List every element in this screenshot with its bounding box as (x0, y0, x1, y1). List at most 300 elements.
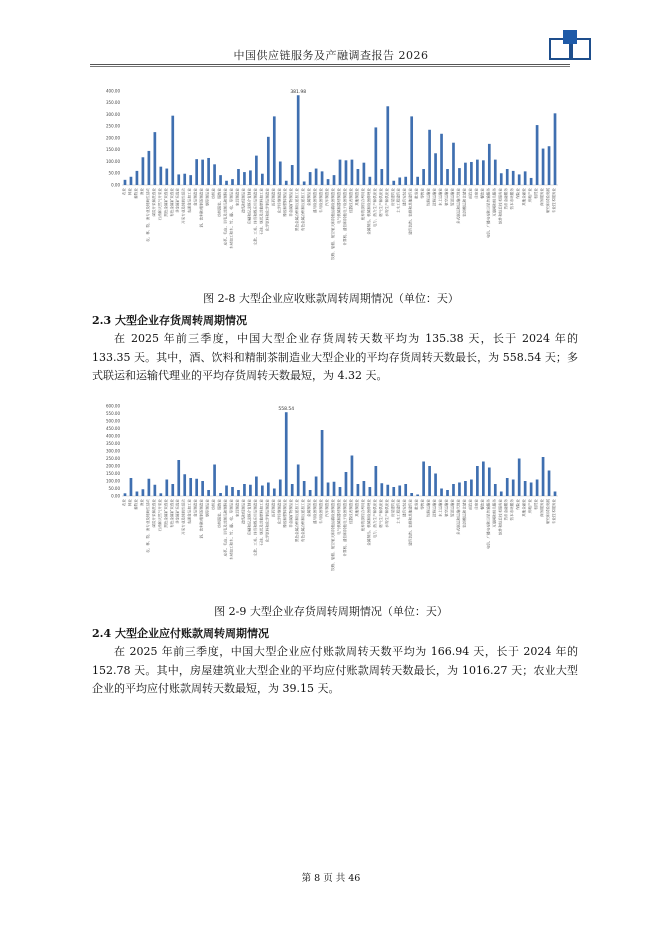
receivables-bar (159, 167, 162, 185)
inventory-bar (554, 492, 557, 497)
receivables-bar (470, 162, 473, 185)
receivables-bar (207, 158, 210, 185)
inventory-category-label: 非金属矿采选业 (175, 499, 180, 525)
receivables-category-label: 皮革、毛皮、羽毛及其制品和制鞋业 (223, 188, 228, 246)
inventory-bar (315, 477, 318, 497)
receivables-bar (452, 143, 455, 185)
receivables-category-label: 非金属矿采选业 (175, 188, 180, 214)
inventory-category-label: 建筑装饰、装修和其他建筑业 (408, 499, 413, 546)
inventory-bar (464, 481, 467, 496)
inventory-category-label: 林业 (127, 499, 132, 507)
inventory-category-label: 农、林、牧、渔专业及辅助性活动 (145, 499, 150, 553)
receivables-bar (273, 116, 276, 185)
inventory-category-label: 仪器仪表制造业 (348, 499, 353, 525)
inventory-category-label: 零售业 (420, 499, 425, 510)
inventory-category-label: 汽车制造业 (325, 499, 330, 517)
receivables-category-label: 家具制造业 (235, 188, 240, 206)
inventory-category-label: 酒、饮料和精制茶制造业 (199, 499, 204, 539)
receivables-bar (183, 174, 186, 185)
receivables-bar (130, 177, 133, 185)
receivables-category-label: 软件和信息技术服务业 (498, 188, 503, 224)
inventory-bar (452, 484, 455, 496)
receivables-category-label: 通用设备制造业 (313, 188, 318, 214)
inventory-category-label: 多式联运和运输代理业 (456, 499, 461, 535)
receivables-bar (309, 172, 312, 185)
inventory-bar (285, 412, 288, 496)
receivables-category-label: 废弃资源综合利用业 (360, 188, 365, 221)
receivables-category-label: 石油、煤炭及其他燃料加工业 (259, 188, 264, 235)
logo-square-filled (563, 30, 577, 44)
inventory-category-label: 航空运输业 (444, 499, 449, 517)
inventory-bar (506, 478, 509, 496)
receivables-bar (243, 172, 246, 185)
receivables-bar (261, 174, 264, 185)
receivables-category-label: 房屋建筑业 (390, 188, 395, 206)
receivables-bar (374, 127, 377, 185)
inventory-bar (500, 492, 503, 497)
inventory-ytick: 150.00 (106, 470, 120, 476)
receivables-category-label: 建筑装饰、装修和其他建筑业 (408, 188, 413, 235)
inventory-category-label: 废弃资源综合利用业 (360, 499, 365, 532)
inventory-peak-label: 558.54 (278, 407, 295, 413)
inventory-bar (434, 474, 437, 497)
receivables-bar (315, 169, 318, 185)
inventory-bar (327, 483, 330, 497)
inventory-bar (428, 466, 431, 496)
inventory-ytick: 100.00 (106, 478, 120, 484)
inventory-category-label: 文教、工美、体育和娱乐用品制造业 (253, 499, 258, 557)
inventory-bar (345, 472, 348, 496)
inventory-bar (357, 484, 360, 496)
chart-receivables-svg (96, 82, 566, 282)
inventory-bar (440, 489, 443, 497)
inventory-category-label: 电力、热力生产和供应业 (372, 499, 377, 539)
receivables-category-label: 纺织业 (211, 188, 216, 199)
inventory-category-label: 房屋建筑业 (390, 499, 395, 517)
inventory-category-label: 橡胶和塑料制品业 (283, 499, 288, 528)
receivables-bar (410, 116, 413, 185)
inventory-bar (237, 490, 240, 496)
receivables-peak-label: 381.98 (290, 90, 307, 96)
inventory-bar (404, 484, 407, 496)
receivables-category-label: 电力、热力生产和供应业 (372, 188, 377, 228)
inventory-bar (363, 481, 366, 496)
receivables-category-label: 汽车制造业 (325, 188, 330, 206)
inventory-category-label: 家具制造业 (235, 499, 240, 517)
receivables-category-label: 橡胶和塑料制品业 (283, 188, 288, 217)
inventory-bar (333, 482, 336, 496)
section-2-3-heading: 2.3 大型企业存货周转周期情况 (92, 314, 247, 327)
inventory-bar (177, 460, 180, 496)
figure-2-9-caption: 图 2-9 大型企业存货周转周期情况（单位：天） (214, 605, 448, 618)
inventory-category-label: 化学纤维制造业 (277, 499, 282, 525)
inventory-category-label: 铁路运输业 (426, 499, 431, 517)
receivables-category-label: 农副食品加工业 (187, 188, 192, 214)
inventory-category-label: 其他制造业 (354, 499, 359, 517)
inventory-bar (249, 485, 252, 496)
section-2-4-paragraph: 在 2025 年前三季度，中国大型企业应付账款周转天数平均为 166.94 天，长于 2024 年的 152.78 天。其中，房屋建筑业大型企业的平均应付账款周转天数最长，为 1016.27 天；农业大型企业的平均应付账款周转天数最短，为 39.15 天。 (92, 645, 578, 695)
section-2-4-heading: 2.4 大型企业应付账款周转周期情况 (92, 627, 269, 640)
inventory-category-label: 有色金属冶炼和压延加工业 (301, 499, 306, 543)
receivables-category-label: 保险业 (516, 188, 521, 199)
receivables-bar (524, 171, 527, 185)
inventory-bar (321, 430, 324, 496)
inventory-ytick: 350.00 (106, 440, 120, 446)
inventory-bar (291, 484, 294, 496)
inventory-bar (392, 487, 395, 496)
inventory-category-label: 建筑安装业 (402, 499, 407, 517)
inventory-category-label: 印刷和记录媒介复制业 (247, 499, 252, 535)
receivables-bar (237, 169, 240, 185)
inventory-bar (374, 466, 377, 496)
receivables-bar (285, 181, 288, 185)
inventory-category-label: 石油、煤炭及其他燃料加工业 (259, 499, 264, 546)
receivables-category-label: 造纸和纸制品业 (241, 188, 246, 214)
receivables-category-label: 铁路、船舶、航空航天和其他运输设备制造业 (331, 188, 336, 260)
receivables-category-label: 医药制造业 (271, 188, 276, 206)
receivables-category-label: 其他制造业 (354, 188, 359, 206)
inventory-category-label: 专业技术服务业 (552, 499, 557, 525)
receivables-category-label: 其他金融业 (522, 188, 527, 206)
inventory-category-label: 批发业 (414, 499, 419, 510)
inventory-bar (380, 483, 383, 496)
inventory-bar (386, 485, 389, 496)
inventory-category-label: 煤炭开采和洗选业 (151, 499, 156, 528)
inventory-bar (189, 478, 192, 496)
receivables-bar (279, 162, 282, 186)
receivables-category-label: 电信、广播电视和卫星传输服务 (486, 188, 491, 239)
inventory-category-label: 烟草制品业 (205, 499, 210, 517)
inventory-bar (255, 477, 258, 497)
receivables-bar (333, 175, 336, 185)
receivables-bar (363, 163, 366, 185)
receivables-category-label: 餐饮业 (480, 188, 485, 199)
inventory-ytick: 450.00 (106, 425, 120, 431)
receivables-bar (446, 169, 449, 185)
inventory-bar (159, 493, 162, 496)
inventory-category-label: 电气机械和器材制造业 (337, 499, 341, 535)
receivables-bar (506, 169, 509, 185)
inventory-bar (171, 484, 174, 496)
inventory-category-label: 化学原料和化学制品制造业 (265, 499, 270, 543)
inventory-category-label: 畜牧业 (133, 499, 138, 510)
chart-inventory (96, 398, 566, 598)
receivables-bar (357, 169, 360, 185)
receivables-category-label: 印刷和记录媒介复制业 (247, 188, 252, 224)
inventory-bar (410, 493, 413, 496)
receivables-bar (267, 137, 270, 185)
inventory-category-label: 石油和天然气开采业 (157, 499, 162, 532)
inventory-bar (142, 489, 145, 496)
receivables-category-label: 畜牧业 (133, 188, 138, 199)
receivables-category-label: 航空运输业 (444, 188, 449, 206)
inventory-category-label: 道路运输业 (432, 499, 437, 517)
receivables-ytick: 300.00 (106, 111, 120, 117)
inventory-ytick: 250.00 (106, 455, 120, 461)
receivables-category-label: 互联网和相关服务 (492, 188, 497, 217)
receivables-category-label: 研究和试验发展 (546, 188, 551, 214)
inventory-bar (476, 466, 479, 496)
receivables-bar (392, 181, 395, 185)
header-rule (90, 64, 570, 65)
receivables-category-label: 零售业 (420, 188, 425, 199)
receivables-bar (291, 165, 294, 185)
inventory-category-label: 农副食品加工业 (187, 499, 192, 525)
receivables-bar (542, 149, 545, 185)
inventory-bar (165, 480, 168, 497)
receivables-category-label: 道路运输业 (432, 188, 437, 206)
receivables-category-label: 邮政业 (468, 188, 473, 199)
receivables-category-label: 开采专业及辅助性活动 (181, 188, 186, 224)
inventory-bar (136, 492, 139, 497)
receivables-ytick: 150.00 (106, 147, 120, 153)
receivables-category-label: 管道运输业 (450, 188, 455, 206)
receivables-category-label: 化学原料和化学制品制造业 (265, 188, 270, 232)
inventory-category-label: 燃气生产和供应业 (378, 499, 383, 528)
receivables-category-label: 商务服务业 (540, 188, 545, 206)
receivables-bar (148, 151, 151, 185)
inventory-category-label: 货币金融服务 (504, 499, 509, 521)
inventory-bar (154, 485, 157, 496)
receivables-category-label: 煤炭开采和洗选业 (151, 188, 156, 217)
inventory-category-label: 保险业 (516, 499, 521, 510)
inventory-category-label: 水的生产和供应业 (384, 499, 389, 528)
receivables-ytick: 200.00 (106, 135, 120, 141)
inventory-category-label: 渔业 (139, 499, 144, 507)
receivables-bar (404, 177, 407, 185)
page-footer: 第 8 页 共 46 (301, 873, 361, 884)
inventory-category-label: 黑色金属冶炼和压延加工业 (295, 499, 300, 543)
inventory-category-label: 木材加工和木、竹、藤、棕、草制品业 (229, 499, 234, 561)
receivables-category-label: 木材加工和木、竹、藤、棕、草制品业 (229, 188, 234, 250)
receivables-bar (482, 160, 485, 185)
inventory-bar (267, 483, 270, 497)
inventory-bar (458, 483, 461, 497)
inventory-ytick: 300.00 (106, 448, 120, 454)
receivables-category-label: 黑色金属冶炼和压延加工业 (295, 188, 300, 232)
inventory-category-label: 有色金属矿采选业 (169, 499, 174, 528)
receivables-category-label: 纺织服装、服饰业 (217, 188, 222, 217)
receivables-category-label: 渔业 (139, 188, 144, 196)
inventory-category-label: 住宿业 (474, 499, 479, 510)
inventory-bar (416, 495, 419, 497)
receivables-category-label: 专用设备制造业 (319, 188, 324, 214)
receivables-bar (165, 169, 168, 185)
receivables-ytick: 400.00 (106, 88, 120, 94)
inventory-category-label: 造纸和纸制品业 (241, 499, 246, 525)
receivables-category-label: 专业技术服务业 (552, 188, 557, 214)
inventory-bar (488, 468, 491, 497)
receivables-bar (201, 160, 204, 185)
inventory-category-label: 电信、广播电视和卫星传输服务 (486, 499, 491, 550)
receivables-category-label: 电气机械和器材制造业 (337, 188, 341, 224)
inventory-bar (470, 480, 473, 497)
inventory-category-label: 其他金融业 (522, 499, 527, 517)
receivables-bar (380, 169, 383, 185)
inventory-category-label: 纺织业 (211, 499, 216, 510)
inventory-ytick: 600.00 (106, 403, 120, 409)
inventory-bar (213, 465, 216, 497)
receivables-category-label: 金属制品、机械和设备修理业 (366, 188, 371, 235)
receivables-ytick: 100.00 (106, 158, 120, 164)
receivables-category-label: 批发业 (414, 188, 419, 199)
inventory-bar (303, 481, 306, 496)
receivables-bar (386, 106, 389, 185)
inventory-bar (130, 478, 133, 496)
receivables-bar (195, 159, 198, 185)
receivables-ytick: 50.00 (108, 170, 120, 176)
receivables-bar (398, 177, 401, 185)
inventory-category-label: 金属制品业 (307, 499, 312, 517)
receivables-ytick: 250.00 (106, 123, 120, 129)
receivables-ytick: 0.00 (111, 182, 120, 188)
receivables-bar (124, 180, 127, 185)
receivables-category-label: 仪器仪表制造业 (348, 187, 353, 214)
inventory-bar (148, 479, 151, 496)
inventory-ytick: 550.00 (106, 410, 120, 416)
receivables-bar (321, 171, 324, 185)
inventory-bar (536, 480, 539, 497)
receivables-category-label: 资本市场服务 (510, 188, 515, 210)
receivables-category-label: 金属制品业 (307, 188, 312, 206)
inventory-category-label: 土木工程建筑业 (396, 499, 401, 525)
inventory-bar (309, 490, 312, 496)
inventory-bar (369, 487, 372, 496)
receivables-bar (494, 160, 497, 185)
inventory-bar (207, 490, 210, 496)
inventory-category-label: 医药制造业 (271, 499, 276, 517)
receivables-category-label: 铁路运输业 (426, 188, 431, 206)
receivables-bar (369, 177, 372, 185)
receivables-bar (500, 173, 503, 185)
receivables-category-label: 文教、工美、体育和娱乐用品制造业 (253, 188, 258, 246)
inventory-ytick: 50.00 (108, 485, 120, 491)
inventory-category-label: 开采专业及辅助性活动 (181, 499, 186, 535)
inventory-category-label: 软件和信息技术服务业 (498, 499, 503, 535)
inventory-bar (279, 480, 282, 497)
receivables-bar (440, 134, 443, 185)
inventory-ytick: 500.00 (106, 418, 120, 424)
inventory-category-label: 皮革、毛皮、羽毛及其制品和制鞋业 (223, 499, 228, 557)
receivables-bar (213, 164, 216, 185)
receivables-bar (351, 160, 354, 185)
inventory-bar (351, 456, 354, 497)
receivables-ytick: 350.00 (106, 100, 120, 106)
receivables-category-label: 农、林、牧、渔专业及辅助性活动 (145, 188, 150, 242)
receivables-bar (249, 170, 252, 185)
receivables-bar (171, 116, 174, 185)
receivables-category-label: 林业 (127, 188, 132, 196)
receivables-bar (154, 132, 157, 185)
inventory-category-label: 水上运输业 (438, 499, 443, 517)
inventory-bar (339, 487, 342, 496)
receivables-bar (416, 177, 419, 185)
report-logo (549, 30, 591, 62)
receivables-bar (536, 125, 539, 185)
receivables-category-label: 食品制造业 (193, 188, 198, 206)
chart-inventory-svg (96, 398, 566, 598)
receivables-bar (512, 171, 515, 185)
receivables-category-label: 水上运输业 (438, 188, 443, 206)
receivables-bar (177, 174, 180, 185)
receivables-category-label: 有色金属矿采选业 (169, 188, 174, 217)
receivables-category-label: 货币金融服务 (504, 188, 509, 210)
inventory-bar (482, 462, 485, 497)
inventory-category-label: 餐饮业 (480, 499, 485, 510)
inventory-bar (512, 480, 515, 497)
inventory-ytick: 200.00 (106, 463, 120, 469)
inventory-category-label: 管道运输业 (450, 499, 455, 517)
receivables-category-label: 土木工程建筑业 (396, 188, 401, 214)
inventory-bar (183, 474, 186, 496)
header-title: 中国供应链服务及产融调查报告 2026 (233, 49, 429, 62)
inventory-category-label: 黑色金属矿采选业 (163, 499, 168, 528)
inventory-bar (524, 481, 527, 496)
inventory-category-label: 纺织服装、服饰业 (217, 499, 222, 528)
inventory-bar (273, 489, 276, 497)
receivables-category-label: 农业 (121, 188, 126, 196)
header-rule-thin (90, 66, 570, 67)
chart-receivables (96, 82, 566, 282)
inventory-bar (518, 459, 521, 497)
inventory-category-label: 资本市场服务 (510, 499, 515, 521)
receivables-category-label: 石油和天然气开采业 (157, 188, 162, 221)
receivables-bar (219, 175, 222, 185)
inventory-category-label: 非金属矿物制品业 (289, 499, 294, 528)
inventory-bar (225, 486, 228, 497)
receivables-category-label: 水的生产和供应业 (384, 188, 389, 217)
inventory-bar (422, 462, 425, 497)
receivables-category-label: 住宿业 (474, 188, 479, 199)
receivables-category-label: 多式联运和运输代理业 (456, 188, 461, 224)
inventory-bar (261, 486, 264, 497)
inventory-ytick: 400.00 (106, 433, 120, 439)
receivables-bar (142, 157, 145, 185)
receivables-bar (297, 95, 300, 185)
receivables-bar (518, 174, 521, 185)
receivables-bar (225, 181, 228, 185)
receivables-bar (339, 160, 342, 185)
receivables-bar (488, 144, 491, 185)
receivables-category-label: 化学纤维制造业 (277, 188, 282, 214)
receivables-bar (136, 171, 139, 185)
receivables-category-label: 计算机、通信和其他电子设备制造业 (342, 188, 347, 246)
inventory-bar (446, 490, 449, 496)
receivables-category-label: 租赁业 (534, 188, 539, 199)
inventory-bar (398, 486, 401, 497)
receivables-bar (434, 153, 437, 185)
receivables-bar (476, 160, 479, 185)
receivables-bar (464, 163, 467, 185)
receivables-bar (303, 181, 306, 185)
inventory-category-label: 农业 (121, 499, 126, 507)
inventory-category-label: 食品制造业 (193, 499, 198, 517)
inventory-bar (231, 487, 234, 496)
receivables-bar (422, 169, 425, 185)
inventory-category-label: 金属制品、机械和设备修理业 (366, 499, 371, 546)
inventory-bar (195, 479, 198, 496)
receivables-category-label: 酒、饮料和精制茶制造业 (199, 188, 204, 228)
inventory-bar (219, 493, 222, 496)
inventory-category-label: 房地产业 (528, 499, 533, 514)
receivables-category-label: 有色金属冶炼和压延加工业 (301, 188, 306, 232)
receivables-category-label: 建筑安装业 (402, 188, 407, 206)
inventory-ytick: 0.00 (111, 493, 120, 499)
inventory-category-label: 研究和试验发展 (546, 499, 551, 525)
inventory-category-label: 租赁业 (534, 499, 539, 510)
inventory-bar (548, 471, 551, 497)
inventory-category-label: 通用设备制造业 (313, 499, 318, 525)
